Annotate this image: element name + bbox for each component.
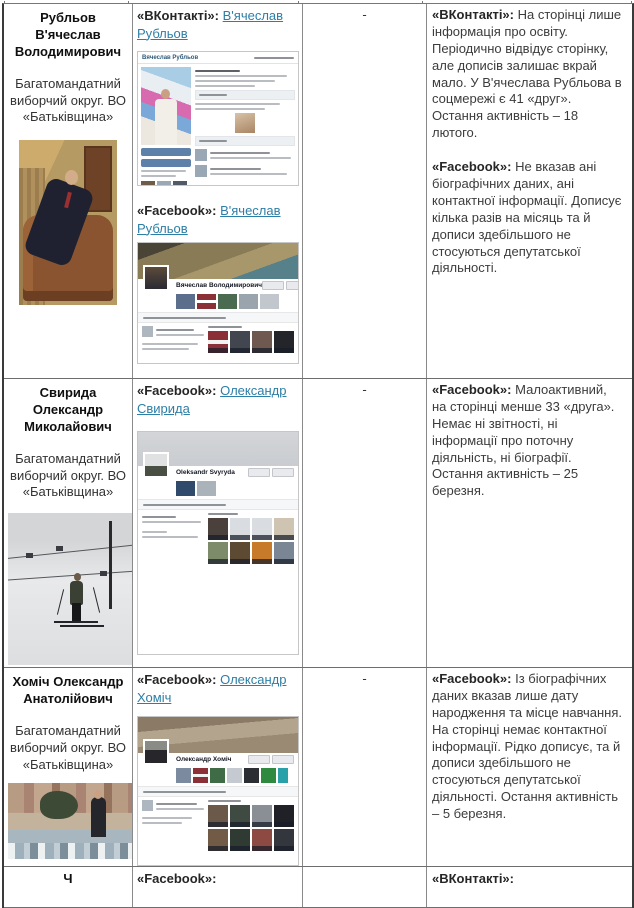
facebook-timeline-thumbnails (138, 765, 298, 786)
activity-description: «Facebook»: Малоактивний, на сторінці менше 33 «друга». Немає ні звітності, ні інформації про поточну діяльність, ні біографії. Остання активність – 25 березня. (432, 382, 615, 499)
column-border-tick (298, 1, 299, 4)
facebook-screenshot (137, 716, 299, 866)
facebook-profile-picture (143, 739, 169, 765)
vk-action-button (141, 159, 191, 167)
activity-description: «ВКонтакті»: На сторінці лише інформація про освіту. Періодично відвідує сторінку, але дописів залишає вкрай мало. У В'ячеслава Рубльова в соцмережі є 41 «друг». Остання активність – 18 лютого. (432, 7, 622, 141)
empty-column-cell (302, 379, 426, 667)
facebook-composer-band (138, 312, 298, 323)
network-label-facebook: «Facebook»: (137, 203, 217, 219)
vk-wall-post (195, 149, 295, 162)
description-label-facebook: «Facebook»: (432, 159, 512, 175)
photo-gondola (26, 553, 33, 558)
vk-wall-post (195, 165, 295, 178)
vk-friends-thumbnails (141, 181, 191, 186)
links-cell (132, 379, 302, 667)
facebook-action-buttons (248, 468, 294, 477)
facebook-action-buttons (248, 755, 294, 764)
deputy-cell (4, 668, 132, 866)
description-cell (426, 379, 628, 667)
facebook-profile-picture (143, 265, 169, 291)
vk-photo-thumbnail (235, 113, 255, 133)
description-cell (426, 867, 628, 907)
facebook-profile-link[interactable]: Олександр Свирида (137, 383, 287, 416)
district-info: Багатомандатний виборчий округ. ВО «Батьківщина» (10, 722, 126, 772)
description-label-vk: «ВКонтакті»: (432, 7, 514, 22)
facebook-posts-column (142, 326, 204, 353)
deputy-cell (4, 4, 132, 378)
photo-lift-pole (109, 521, 112, 609)
description-cell (426, 668, 628, 866)
network-label-facebook: «Facebook»: (137, 383, 217, 398)
table-row-partial (4, 867, 632, 908)
vk-profile-photo (141, 67, 191, 145)
photo-ski-pole (57, 590, 64, 615)
deputy-cell (4, 867, 132, 907)
column-border-tick (422, 1, 423, 4)
dash-placeholder: - (362, 7, 367, 22)
deputy-photo (8, 513, 132, 665)
photo-skier-head (74, 573, 81, 581)
description-label-facebook: «Facebook»: (432, 671, 512, 686)
facebook-friends-grid (208, 326, 294, 353)
empty-column-cell (302, 867, 426, 907)
activity-description: «Facebook»: Із біографічних даних вказав лише дату народження та місце навчання. На сторінці немає контактної інформації. Рідко дописує, та й дописи здебільшого не стосуються депутатської діяльності. Остання активність – 5 березня. (432, 671, 622, 822)
facebook-screenshot (137, 431, 299, 655)
table-row (4, 4, 632, 379)
photo-skier-body (70, 581, 83, 605)
facebook-screenshot-name: Олександр Хоміч (176, 756, 232, 764)
links-cell (132, 867, 302, 907)
column-border-tick (4, 1, 5, 4)
facebook-profile-picture (143, 452, 169, 478)
facebook-timeline-thumbnails (138, 291, 298, 312)
vk-left-column (141, 67, 191, 186)
facebook-timeline-thumbnails (138, 478, 298, 499)
links-cell (132, 668, 302, 866)
photo-ski (54, 621, 98, 623)
column-border-tick (128, 1, 129, 4)
facebook-composer-band (138, 786, 298, 797)
activity-description: «Facebook»: Не вказав ані біографічних даних, ані контактної інформації. Дописує кілька разів на місяць та й дописи здебільшого не стосуються депутатської діяльності. (432, 159, 622, 276)
network-label-facebook: «Facebook»: (137, 672, 217, 687)
facebook-profile-link[interactable]: Олександр Хоміч (137, 672, 287, 705)
facebook-screenshot-name: Вячеслав Володимирович (176, 282, 263, 290)
photo-gondola (100, 571, 107, 576)
deputies-table (2, 3, 634, 908)
deputy-name: Ч (63, 871, 73, 886)
facebook-screenshot (137, 242, 299, 364)
deputy-cell (4, 379, 132, 667)
photo-gondola (56, 546, 63, 551)
deputy-photo (8, 783, 132, 859)
deputy-photo (19, 140, 117, 305)
vk-action-button (141, 148, 191, 156)
photo-ski-pole (93, 588, 100, 613)
vk-header-bar (254, 57, 294, 59)
description-cell (426, 4, 628, 378)
vk-screenshot (137, 51, 299, 186)
deputy-name: Хоміч Олександр Анатолійович (12, 674, 124, 706)
facebook-posts-column (142, 800, 204, 851)
network-label-facebook: «Facebook»: (137, 871, 217, 886)
facebook-composer-band (138, 499, 298, 510)
facebook-friends-grid (208, 800, 294, 851)
facebook-profile-link[interactable]: В'ячеслав Рубльов (137, 203, 281, 236)
dash-placeholder: - (362, 382, 367, 397)
photo-head-shape (65, 170, 78, 185)
facebook-friends-grid (208, 513, 294, 564)
description-label-vk: «ВКонтакті»: (432, 871, 514, 886)
dash-placeholder: - (362, 671, 367, 686)
table-row (4, 379, 632, 668)
photo-boats-strip (8, 843, 132, 859)
links-cell (132, 4, 302, 378)
vk-info-column (195, 67, 295, 186)
description-label-facebook: «Facebook»: (432, 382, 512, 397)
photo-tree-shape (40, 791, 78, 819)
vk-screenshot-name: Вячеслав Рубльов (142, 54, 199, 61)
photo-skier-legs (72, 603, 81, 621)
photo-cable-shape (8, 570, 132, 581)
facebook-posts-column (142, 513, 204, 564)
column-border-tick (631, 1, 632, 4)
facebook-screenshot-name: Oleksandr Svyryda (176, 469, 235, 477)
photo-figure-shape (91, 797, 106, 837)
network-label-vk: «ВКонтакті»: (137, 8, 219, 23)
empty-column-cell (302, 4, 426, 378)
deputy-name: Свирида Олександр Миколайович (24, 385, 112, 434)
district-info: Багатомандатний виборчий округ. ВО «Батьківщина» (10, 450, 126, 500)
table-row (4, 668, 632, 867)
empty-column-cell (302, 668, 426, 866)
vk-profile-link[interactable]: В'ячеслав Рубльов (137, 8, 284, 41)
district-info: Багатомандатний виборчий округ. ВО «Батьківщина» (10, 75, 126, 125)
deputy-name: Рубльов В'ячеслав Володимирович (14, 10, 122, 59)
photo-ski (60, 625, 104, 627)
facebook-action-buttons (262, 281, 299, 290)
